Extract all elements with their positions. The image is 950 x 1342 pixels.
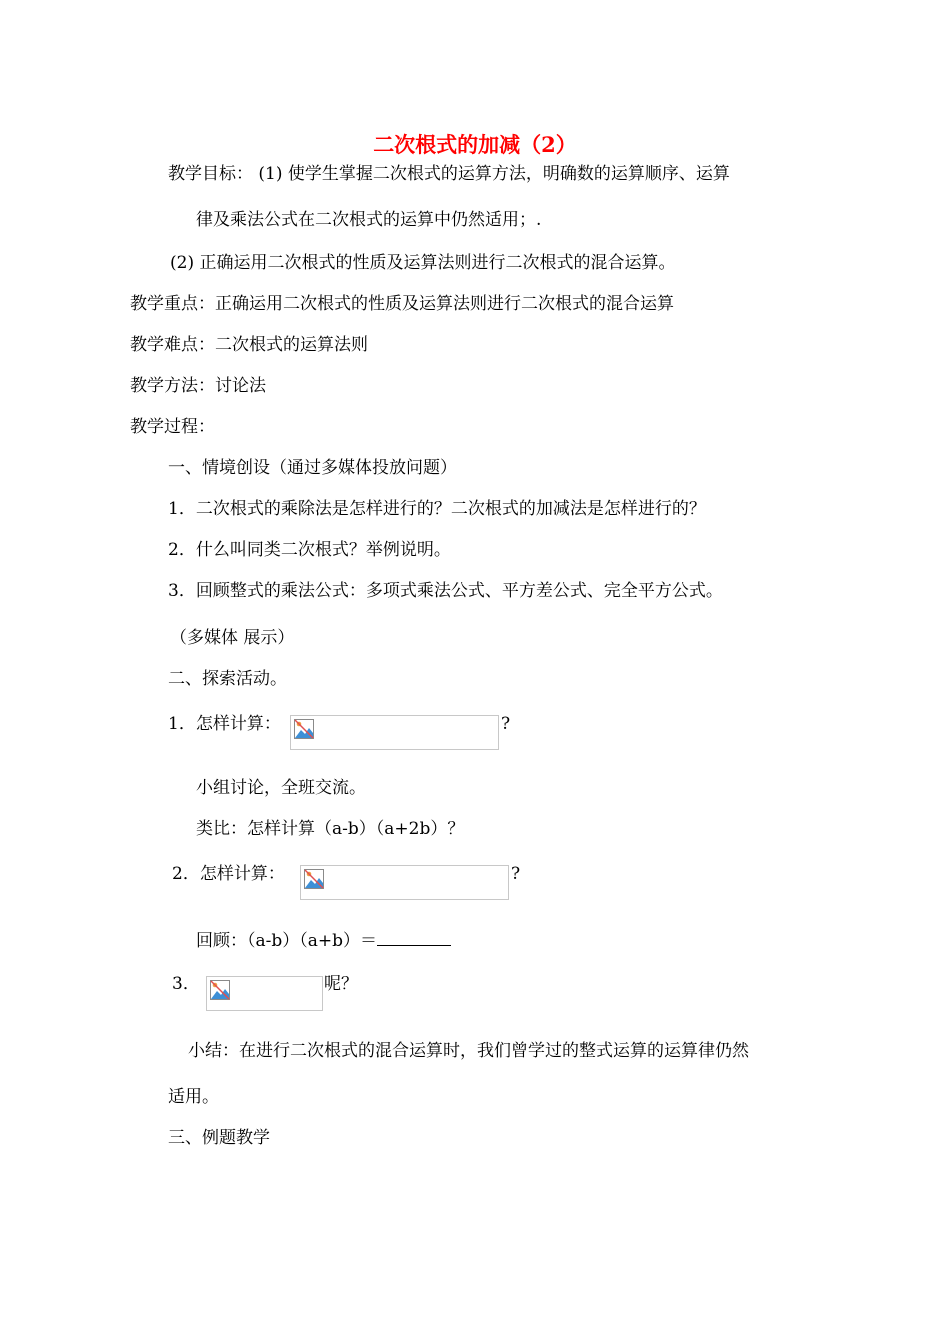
review-text: 回顾：（a-b）（a+b）＝ [196,931,378,951]
group-discussion: 小组讨论，全班交流。 [196,778,366,798]
teaching-goal-line-2: 律及乘法公式在二次根式的运算中仍然适用；. [196,210,542,230]
question-3: 3．回顾整式的乘法公式：多项式乘法公式、平方差公式、完全平方公式。 [168,581,723,601]
broken-image-icon [210,980,230,1000]
exercise-2-label: 2．怎样计算： [172,864,285,884]
exercise-1-label: 1．怎样计算： [168,714,281,734]
analogy-line: 类比：怎样计算（a-b）（a+2b）？ [196,819,465,839]
section-2-heading: 二、探索活动。 [168,669,287,689]
document-title: 二次根式的加减（2） [373,132,577,157]
summary-line-2: 适用。 [168,1087,219,1107]
formula-image-3 [206,976,323,1011]
question-2: 2．什么叫同类二次根式？举例说明。 [168,540,451,560]
broken-image-icon [304,869,324,889]
review-line [196,929,451,952]
broken-image-icon [294,719,314,739]
question-1: 1．二次根式的乘除法是怎样进行的？二次根式的加减法是怎样进行的？ [168,499,706,519]
teaching-method: 教学方法：讨论法 [130,376,266,396]
answer-blank [377,929,451,946]
teaching-difficulty: 教学难点：二次根式的运算法则 [130,335,368,355]
formula-image-2 [300,865,509,900]
exercise-2-question-mark: ? [511,864,521,884]
exercise-3-tail: 呢？ [324,974,358,994]
section-1-heading: 一、情境创设（通过多媒体投放问题） [168,458,457,478]
summary-line-1: 小结：在进行二次根式的混合运算时，我们曾学过的整式运算的运算律仍然 [188,1041,749,1061]
teaching-goal-line-1: 教学目标： (1) 使学生掌握二次根式的运算方法，明确数的运算顺序、运算 [168,164,730,184]
teaching-process: 教学过程： [130,417,215,437]
exercise-3-label: 3． [172,974,200,994]
teaching-goal-2: (2) 正确运用二次根式的性质及运算法则进行二次根式的混合运算。 [170,253,676,273]
multimedia-note: （多媒体 展示） [170,628,295,648]
formula-image-1 [290,715,499,750]
teaching-key-point: 教学重点：正确运用二次根式的性质及运算法则进行二次根式的混合运算 [130,294,674,314]
exercise-1-question-mark: ? [501,714,511,734]
section-3-heading: 三、例题教学 [168,1128,270,1148]
